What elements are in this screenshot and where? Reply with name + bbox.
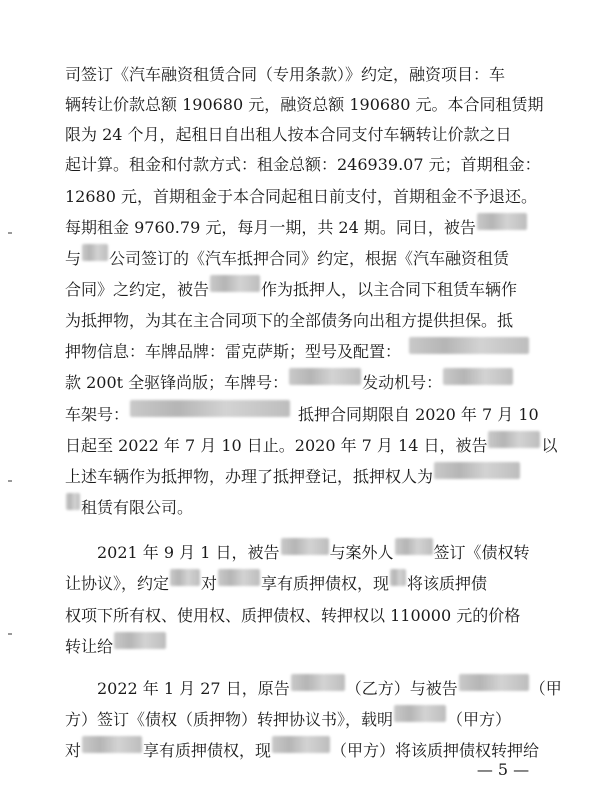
text-segment: 辆转让价款总额 190680 元，融资总额 190680 元。本合同租赁期 — [65, 95, 544, 114]
text-segment: 司签订《汽车融资租赁合同（专用条款）》约定，融资项目：车 — [65, 65, 506, 84]
page-number: — 5 — — [476, 760, 530, 779]
redacted-name — [395, 538, 433, 555]
text-line — [65, 213, 543, 243]
text-segment: 起计算。租金和付款方式：租金总额：246939.07 元；首期租金： — [65, 155, 541, 174]
text-segment: 每期租金 9760.79 元，每月一期，共 24 期。同日，被告 — [65, 218, 476, 237]
text-line — [65, 569, 543, 599]
redacted-vin — [130, 400, 290, 417]
text-segment: 12680 元，首期租金于本合同起租日前支付，首期租金不予退还。 — [65, 187, 537, 206]
text-line — [65, 90, 543, 120]
text-segment: 以 — [541, 436, 558, 455]
text-line — [65, 60, 543, 90]
text-line — [65, 182, 543, 212]
text-segment: 2021 年 9 月 1 日，被告 — [97, 543, 280, 562]
text-line — [65, 462, 543, 492]
text-segment: 抵押合同期限自 2020 年 7 月 10 — [298, 405, 539, 424]
redacted-name — [66, 493, 80, 510]
text-segment: 将该质押债 — [407, 574, 488, 593]
scan-mark — [8, 633, 12, 635]
redacted-name — [459, 674, 529, 691]
text-line — [65, 120, 543, 150]
redacted-name — [82, 244, 108, 261]
text-segment: 车架号： — [65, 405, 130, 424]
scan-mark — [8, 480, 12, 482]
text-segment: 租赁有限公司。 — [81, 498, 194, 517]
text-segment: 上述车辆作为抵押物，办理了抵押登记，抵押权人为 — [65, 467, 434, 486]
redacted-name — [390, 569, 406, 586]
redacted-name — [218, 569, 260, 586]
text-segment: （甲方）将该质押债权转押给 — [331, 741, 540, 760]
text-segment: 方）签订《债权（质押物）转押协议书》，载明 — [65, 710, 394, 729]
text-segment: 让协议》，约定 — [65, 574, 170, 593]
text-line — [65, 493, 543, 523]
text-segment: 日起至 2022 年 7 月 10 日止。2020 年 7 月 14 日，被告 — [65, 436, 488, 455]
redacted-name — [477, 213, 527, 230]
redacted-name — [272, 736, 330, 753]
text-line — [65, 244, 543, 274]
text-line — [65, 705, 543, 735]
redacted-name — [488, 431, 540, 448]
text-segment: （乙方）与被告 — [345, 679, 458, 698]
redacted-name — [394, 705, 446, 722]
redacted-name — [210, 275, 260, 292]
text-line — [65, 275, 543, 305]
text-segment: 押物信息：车牌品牌：雷克萨斯；型号及配置： — [65, 342, 402, 361]
text-line — [65, 736, 543, 766]
text-segment: 作为抵押人，以主合同下租赁车辆作 — [261, 280, 518, 299]
text-line — [65, 431, 558, 461]
redacted-name — [291, 674, 345, 691]
text-segment: 与 — [65, 249, 82, 268]
text-line — [65, 306, 543, 336]
text-line — [65, 632, 543, 662]
text-segment: 合同》之约定，被告 — [65, 280, 210, 299]
text-line — [65, 400, 543, 430]
text-segment: 与案外人 — [329, 543, 394, 562]
redacted-name — [170, 569, 200, 586]
text-segment: 对 — [65, 741, 82, 760]
text-segment: （甲 — [529, 679, 562, 698]
text-segment: （甲方） — [447, 710, 512, 729]
text-segment: 公司签订的《汽车抵押合同》约定，根据《汽车融资租赁 — [109, 249, 510, 268]
redacted-model — [409, 337, 529, 354]
redacted-name — [114, 632, 166, 649]
text-segment: 权项下所有权、使用权、质押债权、转押权以 110000 元的价格 — [65, 606, 521, 625]
text-segment: 享有质押债权，现 — [143, 741, 272, 760]
text-segment: 款 200t 全驱锋尚版；车牌号： — [65, 373, 289, 392]
text-line — [65, 601, 543, 631]
redacted-engine-number — [443, 368, 513, 385]
text-line — [65, 150, 543, 180]
text-segment: 享有质押债权，现 — [261, 574, 390, 593]
text-segment: 限为 24 个月，起租日自出租人按本合同支付车辆转让价款之日 — [65, 125, 512, 144]
text-segment: 为抵押物，为其在主合同项下的全部债务向出租方提供担保。抵 — [65, 311, 514, 330]
redacted-name — [281, 538, 329, 555]
text-segment: 发动机号： — [362, 373, 443, 392]
text-segment: 2022 年 1 月 27 日，原告 — [97, 679, 290, 698]
text-segment: 转让给 — [65, 637, 114, 656]
text-line — [97, 538, 543, 568]
text-line — [65, 368, 543, 398]
scan-mark — [8, 232, 12, 234]
text-line — [65, 337, 543, 367]
redacted-name — [434, 462, 520, 479]
text-segment: 对 — [201, 574, 218, 593]
redacted-plate-number — [289, 368, 361, 385]
text-line — [97, 674, 562, 704]
redacted-name — [82, 736, 142, 753]
text-segment: 签订《债权转 — [433, 543, 530, 562]
